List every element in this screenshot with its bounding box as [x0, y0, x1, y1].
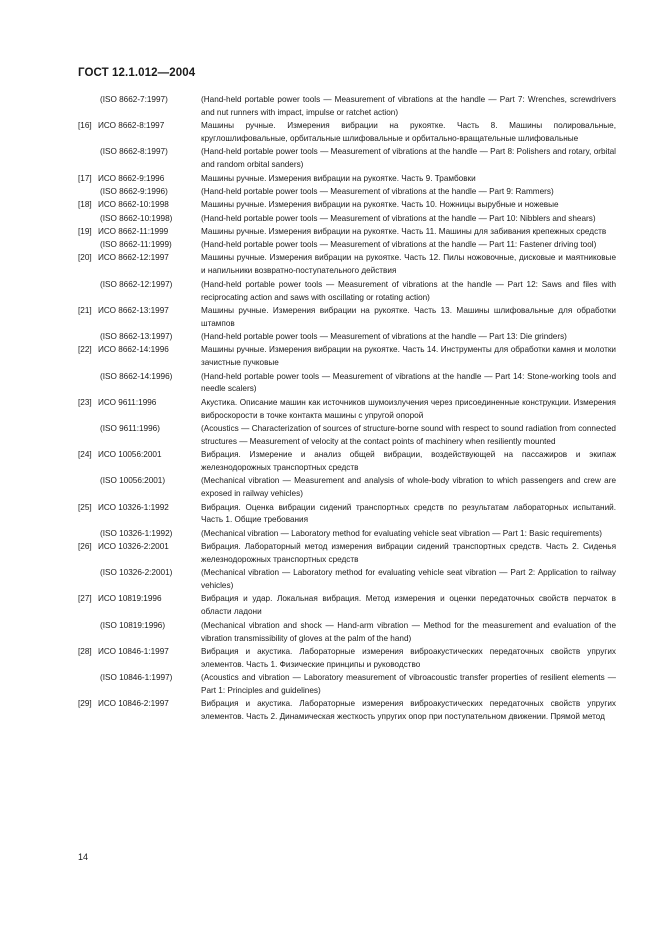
reference-number: [26]	[78, 542, 92, 552]
standard-code: (ISO 8662-14:1996)	[100, 371, 173, 381]
reference-number: [28]	[78, 646, 92, 656]
reference-entry	[78, 502, 616, 528]
standard-code: (ISO 10846-1:1997)	[100, 673, 173, 683]
standard-title: (Mechanical vibration — Measurement and analysis of whole-body vibration to which passengers and crew are exposed in railway vehicles)	[201, 476, 616, 499]
standard-code: (ISO 10819:1996)	[100, 620, 166, 630]
standard-title: (Acoustics and vibration — Laboratory measurement of vibroacoustic transfer properties of resilient elements — Part 1: Principles and guidelines)	[201, 673, 616, 695]
reference-entry	[78, 94, 616, 120]
standard-title: Вибрация и акустика. Лабораторные измерения виброакустических передаточных свойств упругих элементов. Часть 1. Физические принципы и руководство	[201, 646, 616, 669]
standard-code: ИСО 10846-2:1997	[98, 699, 169, 709]
reference-entry	[78, 279, 616, 305]
standard-title: Вибрация и акустика. Лабораторные измерения виброакустических передаточных свойств упругих элементов. Часть 2. Динамическая жесткость упругих опор при поступательном движении. Прямой метод	[201, 699, 616, 722]
standard-code: ИСО 8662-14:1996	[98, 345, 169, 355]
standard-code: ИСО 10846-1:1997	[98, 646, 169, 656]
reference-entry	[78, 120, 616, 146]
standard-code: (ISO 10326-2:2001)	[100, 568, 173, 578]
standard-title: (Hand-held portable power tools — Measurement of vibrations at the handle — Part 10: Nibblers and shears)	[201, 213, 596, 223]
standard-code: (ISO 10056:2001)	[100, 476, 166, 486]
page-number: 14	[78, 852, 89, 862]
standard-code: (ISO 8662-13:1997)	[100, 332, 173, 341]
reference-entry	[78, 186, 616, 199]
reference-entry	[78, 541, 616, 567]
reference-entry	[78, 423, 616, 449]
reference-entry	[78, 528, 616, 541]
standard-code: ИСО 10326-2:2001	[98, 542, 169, 552]
reference-entry	[78, 173, 616, 186]
reference-number: [18]	[78, 200, 92, 210]
reference-entry	[78, 593, 616, 619]
standard-code: ИСО 8662-9:1996	[98, 173, 165, 183]
standard-title: (Hand-held portable power tools — Measurement of vibrations at the handle — Part 7: Wrenches, screwdrivers and nut runners with impact, impulse or ratchet action)	[201, 95, 616, 117]
reference-entry	[78, 331, 616, 344]
standard-title: Машины ручные. Измерения вибрации на рукоятке. Часть 9. Трамбовки	[201, 173, 476, 183]
reference-entry	[78, 226, 616, 239]
standard-code: ИСО 8662-11:1999	[98, 226, 169, 236]
reference-entry	[78, 199, 616, 212]
standard-code: ИСО 10056:2001	[98, 450, 162, 460]
standard-title: Вибрация. Лабораторный метод измерения вибрации сидений транспортных средств. Часть 2. Сиденья железнодорожных транспортных средств	[201, 542, 616, 564]
standard-title: Машины ручные. Измерения вибрации на рукоятке. Часть 12. Пилы ножовочные, дисковые и маятниковые и напильники возвратно-поступательного действия	[201, 253, 616, 276]
standard-title: Акустика. Описание машин как источников шумоизлучения через присоединенные конструкции. Измерения виброскорости в точке контакта машины с упругой опорой	[201, 397, 616, 420]
standard-code: (ISO 8662-12:1997)	[100, 279, 173, 289]
standard-code: (ISO 8662-7:1997)	[100, 95, 168, 104]
standard-title: (Hand-held portable power tools — Measurement of vibrations at the handle — Part 13: Die grinders)	[201, 332, 567, 341]
standard-code: ИСО 8662-12:1997	[98, 253, 169, 263]
reference-number: [25]	[78, 502, 92, 512]
reference-entry	[78, 397, 616, 423]
standard-title: (Mechanical vibration — Laboratory method for evaluating vehicle seat vibration — Part 2: Application to railway vehicles)	[201, 568, 616, 591]
reference-entry	[78, 449, 616, 475]
reference-entry	[78, 213, 616, 226]
standard-title: Машины ручные. Измерения вибрации на рукоятке. Часть 8. Машины полировальные, круглошлифовальные, орбитальные шлифовальные и орбитально-вращательные шлифовальные	[201, 121, 616, 144]
reference-entry	[78, 371, 616, 397]
reference-number: [20]	[78, 253, 92, 263]
standard-code: ИСО 8662-13:1997	[98, 305, 169, 315]
reference-number: [21]	[78, 305, 92, 315]
standard-code: (ISO 9611:1996)	[100, 423, 160, 433]
standard-title: (Hand-held portable power tools — Measurement of vibrations at the handle — Part 14: Stone-working tools and needle scalers)	[201, 371, 616, 394]
reference-number: [27]	[78, 594, 92, 604]
standard-title: (Mechanical vibration — Laboratory method for evaluating vehicle seat vibration — Part 1: Basic requirements)	[201, 528, 602, 538]
page-header-title: ГОСТ 12.1.012—2004	[78, 67, 196, 79]
reference-entry	[78, 567, 616, 593]
standard-title: Машины ручные. Измерения вибрации на рукоятке. Часть 11. Машины для забивания крепежных средств	[201, 226, 607, 236]
reference-entry	[78, 698, 616, 724]
standard-code: ИСО 10326-1:1992	[98, 502, 169, 512]
reference-entry	[78, 672, 616, 698]
reference-entry	[78, 620, 616, 646]
standard-code: (ISO 8662-8:1997)	[100, 147, 168, 157]
reference-entry	[78, 252, 616, 278]
standard-title: Машины ручные. Измерения вибрации на рукоятке. Часть 10. Ножницы вырубные и ножевые	[201, 200, 559, 210]
reference-number: [19]	[78, 226, 92, 236]
standard-title: (Hand-held portable power tools — Measurement of vibrations at the handle — Part 11: Fastener driving tool)	[201, 240, 597, 250]
standard-title: Вибрация и удар. Локальная вибрация. Метод измерения и оценки передаточных свойств перчаток в области ладони	[201, 594, 616, 617]
reference-entry	[78, 146, 616, 172]
reference-number: [23]	[78, 397, 92, 407]
standard-code: (ISO 8662-11:1999)	[100, 240, 172, 250]
standard-code: (ISO 8662-9:1996)	[100, 186, 168, 196]
standard-title: Машины ручные. Измерения вибрации на рукоятке. Часть 13. Машины шлифовальные для обработки штампов	[201, 305, 616, 328]
standard-title: (Hand-held portable power tools — Measurement of vibrations at the handle — Part 9: Rammers)	[201, 186, 554, 196]
reference-number: [22]	[78, 345, 92, 355]
standard-title: (Mechanical vibration and shock — Hand-arm vibration — Method for the measurement and evaluation of the vibration transmissibility of gloves at the palm of the hand)	[201, 620, 616, 643]
standard-title: (Hand-held portable power tools — Measurement of vibrations at the handle — Part 8: Polishers and rotary, orbital and random orbital sanders)	[201, 147, 616, 170]
standard-title: Вибрация. Оценка вибрации сидений транспортных средств по результатам лабораторных испытаний. Часть 1. Общие требования	[201, 502, 616, 525]
reference-number: [16]	[78, 121, 92, 131]
reference-entry	[78, 344, 616, 370]
standard-code: (ISO 10326-1:1992)	[100, 528, 173, 538]
reference-entry	[78, 239, 616, 252]
standard-code: ИСО 10819:1996	[98, 594, 162, 604]
standard-title: (Hand-held portable power tools — Measurement of vibrations at the handle — Part 12: Saws and files with reciprocating action and saws with oscillating or rotating action)	[201, 279, 616, 302]
reference-number: [17]	[78, 173, 92, 183]
standard-title: Вибрация. Измерение и анализ общей вибрации, воздействующей на пассажиров и экипаж железнодорожных транспортных средств	[201, 450, 616, 473]
bibliography-list	[78, 94, 616, 724]
standard-code: ИСО 9611:1996	[98, 397, 157, 407]
standard-title: Машины ручные. Измерения вибрации на рукоятке. Часть 14. Инструменты для обработки камня и молотки зачистные пучковые	[201, 345, 616, 368]
standard-code: ИСО 8662-10:1998	[98, 200, 169, 210]
standard-code: ИСО 8662-8:1997	[98, 121, 165, 131]
reference-number: [29]	[78, 699, 92, 709]
standard-title: (Acoustics — Characterization of sources of structure-borne sound with respect to sound radiation from connected structures — Measurement of velocity at the contact points of machinery when resiliently mounted	[201, 423, 616, 446]
standard-code: (ISO 8662-10:1998)	[100, 213, 173, 223]
reference-number: [24]	[78, 450, 92, 460]
reference-entry	[78, 646, 616, 672]
reference-entry	[78, 475, 616, 501]
reference-entry	[78, 305, 616, 331]
